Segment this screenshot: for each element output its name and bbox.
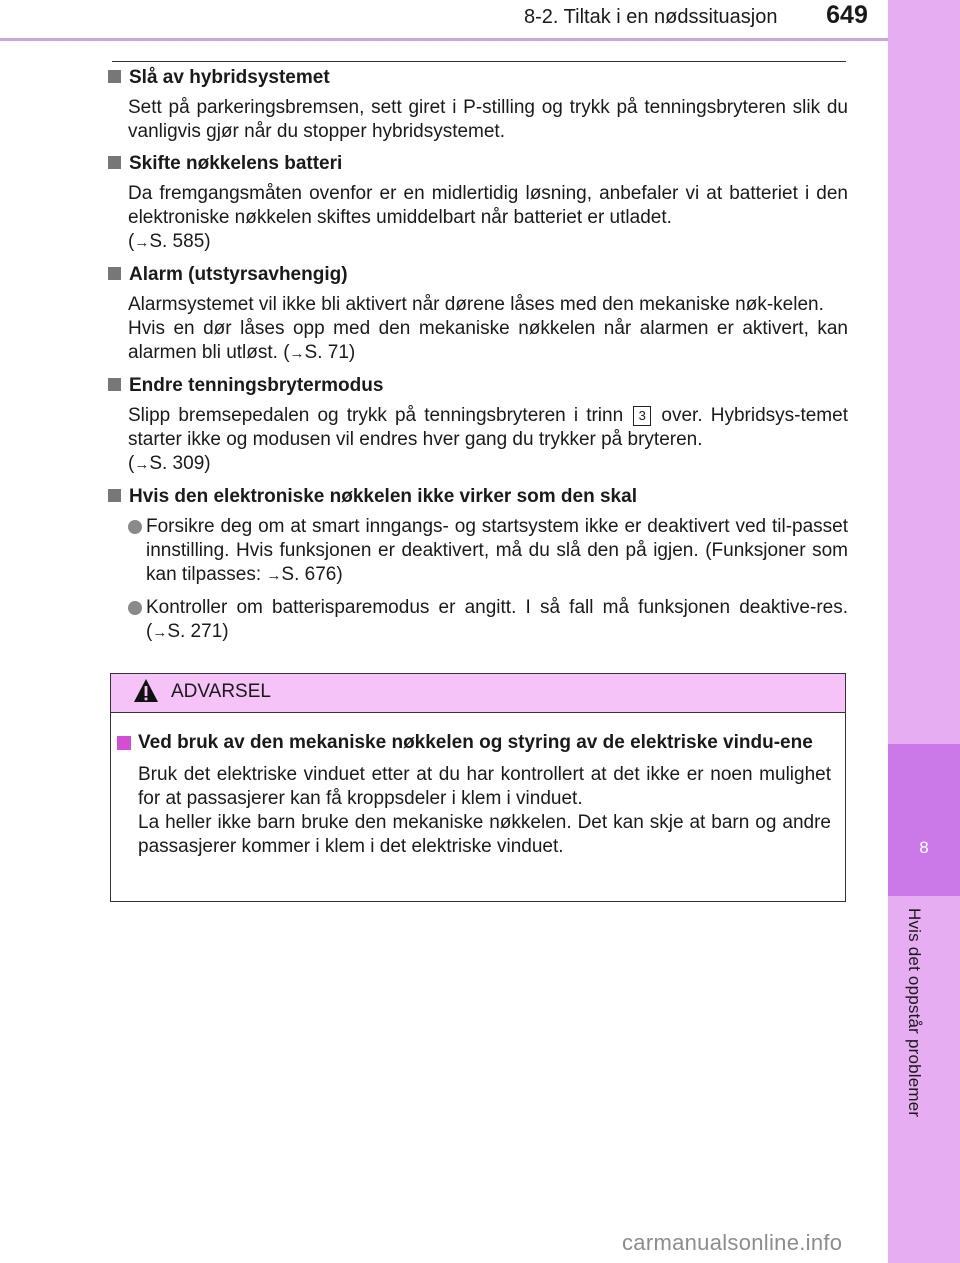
chapter-number: 8 xyxy=(919,838,929,857)
section-heading: Hvis den elektroniske nøkkelen ikke virker som den skal xyxy=(129,486,637,507)
arrow-icon: → xyxy=(134,456,150,473)
section-body: Sett på parkeringsbremsen, sett giret i P-stilling og trykk på tenningsbryteren slik du vanligvis gjør når du stopper hybridsystemet. xyxy=(128,97,848,142)
square-bullet-icon xyxy=(108,70,121,83)
square-bullet-icon xyxy=(108,378,121,391)
square-bullet-icon xyxy=(108,156,121,169)
list-item: Forsikre deg om at smart inngangs- og startsystem ikke er deaktivert ved til-passet innstilling. Hvis funksjonen er deaktivert, må du slå den på igjen. (Funksjoner som kan tilpasses: →S. 676) xyxy=(108,515,848,588)
page-reference[interactable]: (→S. 585) xyxy=(128,231,211,252)
chapter-number-block xyxy=(888,744,960,896)
section-replace-battery xyxy=(108,152,848,255)
square-bullet-icon xyxy=(108,489,121,502)
arrow-icon: → xyxy=(266,567,282,584)
section-title: 8-2. Tiltak i en nødssituasjon xyxy=(524,6,778,28)
page-reference[interactable]: →S. 676 xyxy=(266,564,337,585)
warning-title: ADVARSEL xyxy=(171,681,271,702)
warning-header xyxy=(111,674,845,713)
arrow-icon: → xyxy=(152,624,168,641)
section-ignition-mode xyxy=(108,374,848,477)
section-heading: Skifte nøkkelens batteri xyxy=(129,153,343,174)
arrow-icon: → xyxy=(289,345,305,362)
watermark: carmanualsonline.info xyxy=(622,1230,843,1255)
page-reference[interactable]: →S. 271 xyxy=(152,621,223,642)
warning-heading: Ved bruk av den mekaniske nøkkelen og styring av de elektriske vindu-ene xyxy=(138,732,813,753)
page-number: 649 xyxy=(826,1,868,29)
main-content xyxy=(108,66,848,653)
circle-bullet-icon xyxy=(128,601,142,615)
content-top-rule xyxy=(112,61,846,62)
chapter-title: Hvis det oppstår problemer xyxy=(905,908,924,1118)
circle-bullet-icon xyxy=(128,520,142,534)
warning-triangle-icon xyxy=(133,678,159,704)
page-reference[interactable]: →S. 71 xyxy=(289,342,349,363)
section-heading: Endre tenningsbrytermodus xyxy=(129,375,384,396)
list-item: Kontroller om batterisparemodus er angitt. I så fall må funksjonen deaktive-res. (→S. 271) xyxy=(108,596,848,645)
section-heading: Alarm (utstyrsavhengig) xyxy=(129,264,348,285)
header-rule xyxy=(0,38,888,41)
section-heading: Slå av hybridsystemet xyxy=(129,67,330,88)
square-bullet-icon xyxy=(117,736,131,750)
warning-paragraph: La heller ikke barn bruke den mekaniske nøkkelen. Det kan skje at barn og andre passasjerer kommer i klem i det elektriske vinduet. xyxy=(138,812,831,857)
page-reference[interactable]: (→S. 309) xyxy=(128,453,211,474)
square-bullet-icon xyxy=(108,267,121,280)
section-alarm xyxy=(108,263,848,366)
section-key-not-working xyxy=(108,485,848,645)
section-body-continued: Hvis en dør låses opp med den mekaniske nøkkelen når alarmen er aktivert, kan alarmen bli utløst. (→S. 71) xyxy=(128,318,848,363)
step-number-box: 3 xyxy=(633,406,651,426)
section-switch-off-hybrid xyxy=(108,66,848,144)
arrow-icon: → xyxy=(134,234,150,251)
section-body: Da fremgangsmåten ovenfor er en midlertidig løsning, anbefaler vi at batteriet i den elektroniske nøkkelen skiftes umiddelbart når batteriet er utladet. xyxy=(128,183,848,228)
warning-paragraph: Bruk det elektriske vinduet etter at du har kontrollert at det ikke er noen mulighet for at passasjerer kan få kroppsdeler i klem i vinduet. xyxy=(138,764,831,809)
warning-body xyxy=(111,713,845,859)
warning-box xyxy=(110,673,846,902)
section-body: Slipp bremsepedalen og trykk på tenningsbryteren i trinn 3 over. Hybridsys-temet starter ikke og modusen vil endres hver gang du trykker på bryteren. xyxy=(128,405,848,450)
section-body: Alarmsystemet vil ikke bli aktivert når dørene låses med den mekaniske nøk-kelen. xyxy=(128,294,824,315)
